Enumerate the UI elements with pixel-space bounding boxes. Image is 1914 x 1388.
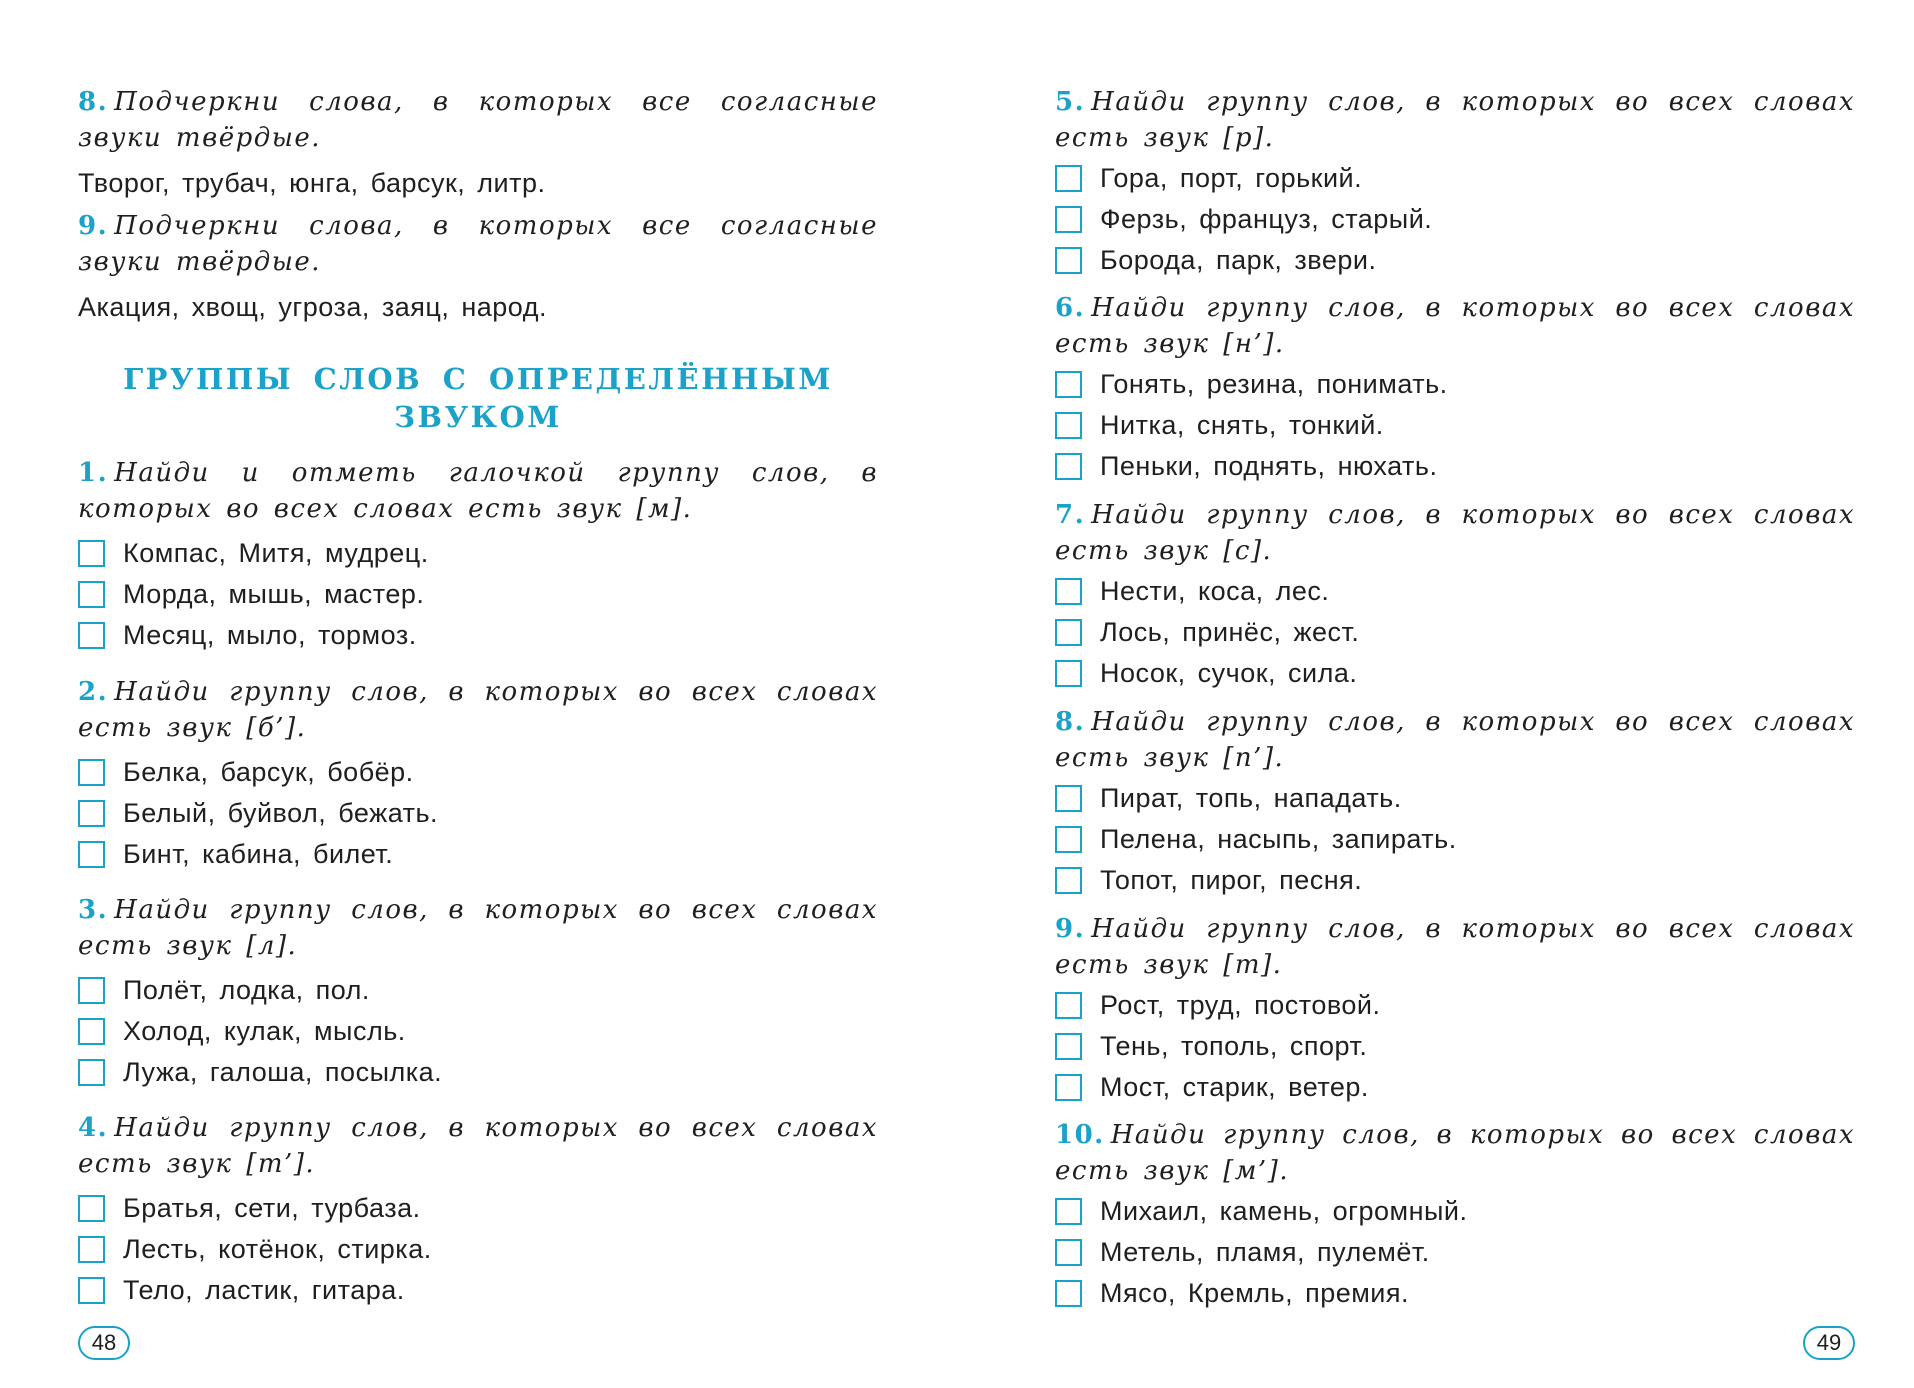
task-r7 [1055,497,1855,694]
checkbox[interactable] [1055,247,1082,274]
option-row[interactable] [1055,1026,1855,1067]
option-row[interactable] [1055,819,1855,860]
checkbox[interactable] [1055,826,1082,853]
task-number: 8. [1055,707,1086,737]
checkbox[interactable] [1055,1280,1082,1307]
task-r8 [1055,704,1855,901]
option-row[interactable] [78,533,878,574]
option-row[interactable] [78,970,878,1011]
option-row[interactable] [1055,653,1855,694]
option-row[interactable] [1055,860,1855,901]
task-text: Подчеркни слова, в которых все согласные звуки твёрдые. [78,87,878,153]
checkbox[interactable] [78,1236,105,1263]
option-text: Пират, топь, нападать. [1100,783,1402,813]
task-number: 3. [78,895,109,925]
checkbox[interactable] [78,759,105,786]
task-r10 [1055,1117,1855,1314]
option-row[interactable] [1055,364,1855,405]
checkbox[interactable] [1055,412,1082,439]
option-row[interactable] [1055,985,1855,1026]
task-number: 7. [1055,500,1086,530]
option-row[interactable] [1055,571,1855,612]
option-text: Михаил, камень, огромный. [1100,1196,1468,1226]
option-text: Мясо, Кремль, премия. [1100,1278,1410,1308]
option-text: Топот, пирог, песня. [1100,865,1363,895]
checkbox[interactable] [78,1277,105,1304]
option-text: Метель, пламя, пулемёт. [1100,1237,1430,1267]
option-row[interactable] [1055,778,1855,819]
option-row[interactable] [1055,1273,1855,1314]
task-text: Найди группу слов, в которых во всех словах есть звук [р]. [1055,87,1855,153]
checkbox[interactable] [78,1059,105,1086]
task-heading [1055,290,1855,362]
word-list: Творог, трубач, юнга, барсук, литр. [78,168,546,198]
option-text: Мост, старик, ветер. [1100,1072,1369,1102]
option-text: Компас, Митя, мудрец. [123,538,429,568]
task-number: 1. [78,458,109,488]
task-heading [78,892,878,964]
checkbox[interactable] [1055,371,1082,398]
checkbox[interactable] [1055,206,1082,233]
task-heading [1055,497,1855,569]
checkbox[interactable] [78,622,105,649]
option-text: Холод, кулак, мысль. [123,1016,406,1046]
checkbox[interactable] [78,1018,105,1045]
checkbox[interactable] [1055,660,1082,687]
task-number: 4. [78,1113,109,1143]
task-r5 [1055,84,1855,281]
task-text: Найди группу слов, в которых во всех словах есть звук [т]. [1055,914,1855,980]
option-row[interactable] [1055,1067,1855,1108]
checkbox[interactable] [1055,992,1082,1019]
task-heading [78,674,878,746]
task-heading [1055,704,1855,776]
option-row[interactable] [1055,405,1855,446]
option-text: Бинт, кабина, билет. [123,839,394,869]
option-text: Морда, мышь, мастер. [123,579,425,609]
task-l4 [78,1110,878,1311]
task-number: 5. [1055,87,1086,117]
task-number: 10. [1055,1120,1105,1150]
task-text: Найди группу слов, в которых во всех словах есть звук [т’]. [78,1113,878,1179]
checkbox[interactable] [78,977,105,1004]
checkbox[interactable] [1055,785,1082,812]
option-text: Гонять, резина, понимать. [1100,369,1448,399]
checkbox[interactable] [78,540,105,567]
task-heading [78,1110,878,1182]
option-text: Тень, тополь, спорт. [1100,1031,1368,1061]
option-row[interactable] [1055,1191,1855,1232]
task-text: Подчеркни слова, в которых все согласные звуки твёрдые. [78,211,878,277]
option-text: Рост, труд, постовой. [1100,990,1381,1020]
option-row[interactable] [78,1229,878,1270]
option-text: Борода, парк, звери. [1100,245,1377,275]
option-text: Гора, порт, горький. [1100,163,1363,193]
option-text: Ферзь, француз, старый. [1100,204,1433,234]
checkbox[interactable] [1055,1033,1082,1060]
option-text: Тело, ластик, гитара. [123,1275,405,1305]
checkbox[interactable] [1055,1198,1082,1225]
option-row[interactable] [78,834,878,875]
option-text: Лесть, котёнок, стирка. [123,1234,432,1264]
checkbox[interactable] [1055,165,1082,192]
task-l8 [78,84,878,200]
task-heading [78,455,878,527]
option-text: Белка, барсук, бобёр. [123,757,414,787]
checkbox[interactable] [78,581,105,608]
option-row[interactable] [1055,199,1855,240]
task-text: Найди группу слов, в которых во всех словах есть звук [л]. [78,895,878,961]
checkbox[interactable] [1055,1074,1082,1101]
task-number: 8. [78,87,109,117]
checkbox[interactable] [1055,453,1082,480]
task-heading [78,84,878,156]
section-title [78,360,878,436]
task-number: 9. [78,211,109,241]
checkbox[interactable] [1055,578,1082,605]
option-text: Братья, сети, турбаза. [123,1193,421,1223]
task-number: 9. [1055,914,1086,944]
task-l9 [78,208,878,324]
option-row[interactable] [78,574,878,615]
checkbox[interactable] [1055,1239,1082,1266]
checkbox[interactable] [78,800,105,827]
checkbox[interactable] [78,841,105,868]
checkbox[interactable] [1055,619,1082,646]
task-r6 [1055,290,1855,487]
task-text: Найди группу слов, в которых во всех словах есть звук [с]. [1055,500,1855,566]
option-row[interactable] [78,1052,878,1093]
option-text: Лось, принёс, жест. [1100,617,1360,647]
task-text: Найди группу слов, в которых во всех словах есть звук [н’]. [1055,293,1855,359]
task-l1 [78,455,878,656]
option-row[interactable] [1055,158,1855,199]
checkbox[interactable] [1055,867,1082,894]
option-row[interactable] [1055,446,1855,487]
section-title-line1: ГРУППЫ СЛОВ С ОПРЕДЕЛЁННЫМ [123,362,833,396]
option-text: Носок, сучок, сила. [1100,658,1358,688]
section-title-line2: ЗВУКОМ [394,400,562,434]
task-text: Найди и отметь галочкой группу слов, в которых во всех словах есть звук [м]. [78,458,878,524]
task-l3 [78,892,878,1093]
option-row[interactable] [78,1011,878,1052]
option-row[interactable] [78,1188,878,1229]
option-row[interactable] [78,752,878,793]
option-text: Лужа, галоша, посылка. [123,1057,443,1087]
option-text: Месяц, мыло, тормоз. [123,620,417,650]
option-text: Пелена, насыпь, запирать. [1100,824,1457,854]
word-list: Акация, хвощ, угроза, заяц, народ. [78,292,547,322]
task-number: 2. [78,677,109,707]
task-text: Найди группу слов, в которых во всех словах есть звук [б’]. [78,677,878,743]
task-r9 [1055,911,1855,1108]
task-l2 [78,674,878,875]
option-row[interactable] [1055,240,1855,281]
task-text: Найди группу слов, в которых во всех словах есть звук [п’]. [1055,707,1855,773]
page-number-right: 49 [1803,1326,1855,1360]
task-heading [1055,84,1855,156]
option-text: Пеньки, поднять, нюхать. [1100,451,1438,481]
option-text: Нести, коса, лес. [1100,576,1330,606]
option-row[interactable] [78,1270,878,1311]
page-number-left: 48 [78,1326,130,1360]
task-heading [1055,911,1855,983]
task-heading [78,208,878,280]
option-text: Полёт, лодка, пол. [123,975,370,1005]
option-row[interactable] [1055,1232,1855,1273]
task-heading [1055,1117,1855,1189]
checkbox[interactable] [78,1195,105,1222]
option-row[interactable] [78,793,878,834]
task-text: Найди группу слов, в которых во всех словах есть звук [м’]. [1055,1120,1855,1186]
option-row[interactable] [78,615,878,656]
option-text: Нитка, снять, тонкий. [1100,410,1384,440]
option-text: Белый, буйвол, бежать. [123,798,439,828]
option-row[interactable] [1055,612,1855,653]
task-number: 6. [1055,293,1086,323]
